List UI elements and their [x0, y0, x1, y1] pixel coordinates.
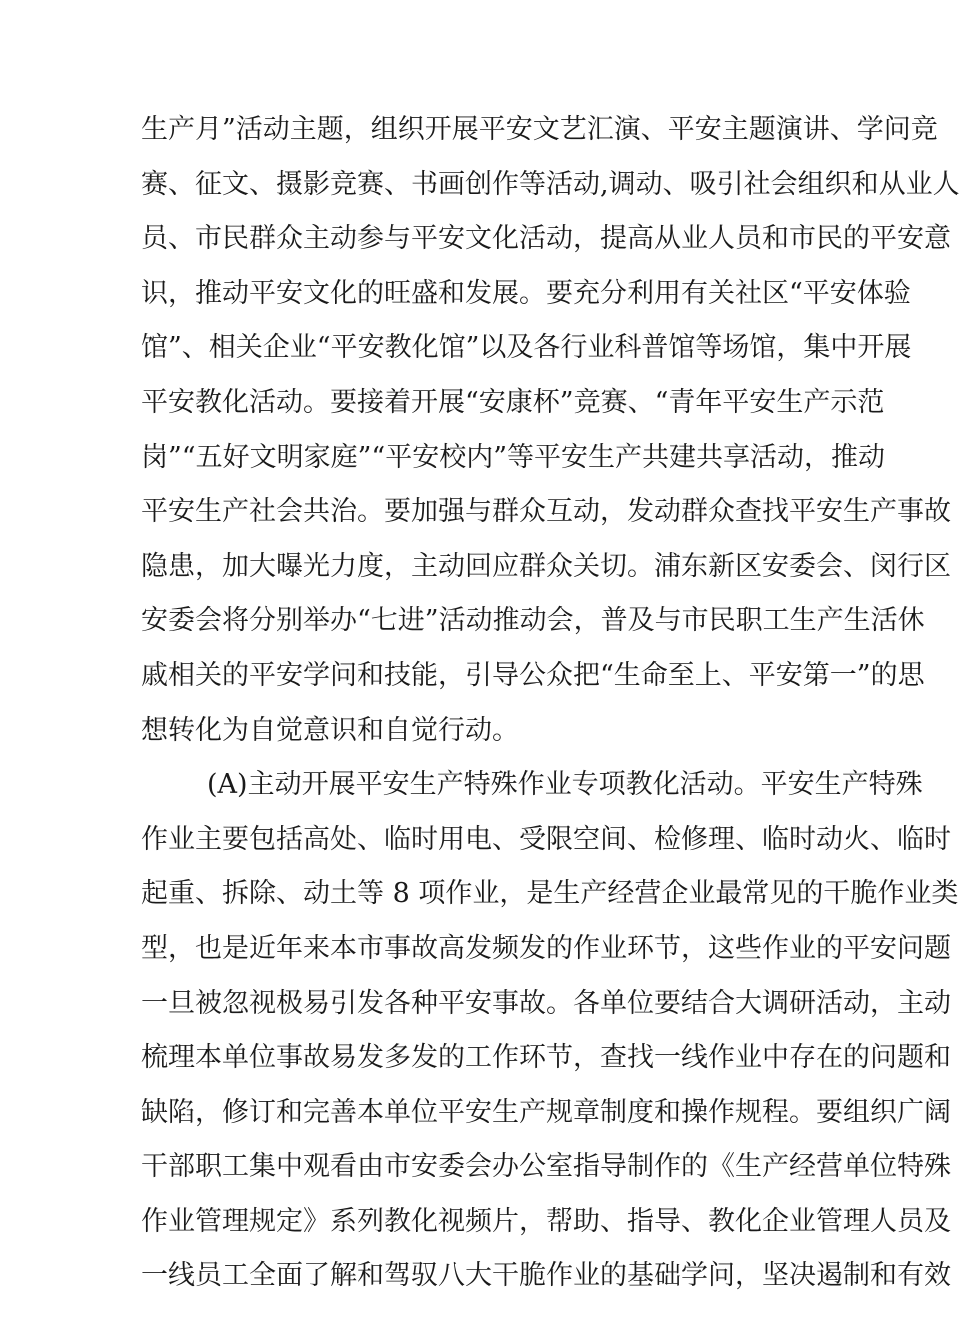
text-line: 岗”“五好文明家庭”“平安校内”等平安生产共建共享活动，推动 [141, 441, 886, 473]
text-line: 梳理本单位事故易发多发的工作环节，查找一线作业中存在的问题和 [141, 1042, 951, 1074]
text-line: 识，推动平安文化的旺盛和发展。要充分利用有关社区“平安体验 [141, 277, 911, 309]
text-line: 安委会将分别举办“七进”活动推动会，普及与市民职工生产生活休 [141, 605, 925, 637]
text-line: 一旦被忽视极易引发各种平安事故。各单位要结合大调研活动，主动 [141, 987, 951, 1019]
text-line: 作业主要包括高处、临时用电、受限空间、检修理、临时动火、临时 [141, 823, 951, 855]
text-line: 生产月”活动主题，组织开展平安文艺汇演、平安主题演讲、学问竞 [141, 114, 938, 145]
paragraph-2 [141, 758, 959, 1304]
text-line: 起重、拆除、动土等 8 项作业，是生产经营企业最常见的干脆作业类 [141, 878, 959, 910]
text-line: 赛、征文、摄影竞赛、书画创作等活动,调动、吸引社会组织和从业人 [141, 168, 960, 200]
text-line: 一线员工全面了解和驾驭八大干脆作业的基础学问，坚决遏制和有效 [141, 1260, 951, 1292]
text-line: 平安教化活动。要接着开展“安康杯”竞赛、“青年平安生产示范 [141, 386, 885, 418]
text-line: 平安生产社会共治。要加强与群众互动，发动群众查找平安生产事故 [141, 496, 951, 528]
paragraph-1 [141, 103, 960, 758]
text-line: 馆”、相关企业“平安教化馆”以及各行业科普馆等场馆，集中开展 [141, 332, 912, 364]
text-line: 干部职工集中观看由市安委会办公室指导制作的《生产经营单位特殊 [141, 1151, 951, 1183]
text-line: 想转化为自觉意识和自觉行动。 [141, 714, 519, 746]
text-line: 隐患，加大曝光力度，主动回应群众关切。浦东新区安委会、闵行区 [141, 550, 951, 582]
text-line: 戚相关的平安学问和技能，引导公众把“生命至上、平安第一”的思 [141, 659, 925, 691]
text-line: 型，也是近年来本市事故高发频发的作业环节，这些作业的平安问题 [141, 932, 951, 964]
text-line: 缺陷，修订和完善本单位平安生产规章制度和操作规程。要组织广阔 [141, 1096, 951, 1128]
text-line: (A)主动开展平安生产特殊作业专项教化活动。平安生产特殊 [207, 769, 923, 801]
text-line: 作业管理规定》系列教化视频片，帮助、指导、教化企业管理人员及 [141, 1205, 951, 1237]
text-line: 员、市民群众主动参与平安文化活动，提高从业人员和市民的平安意 [141, 223, 951, 255]
body-text [141, 103, 960, 1304]
